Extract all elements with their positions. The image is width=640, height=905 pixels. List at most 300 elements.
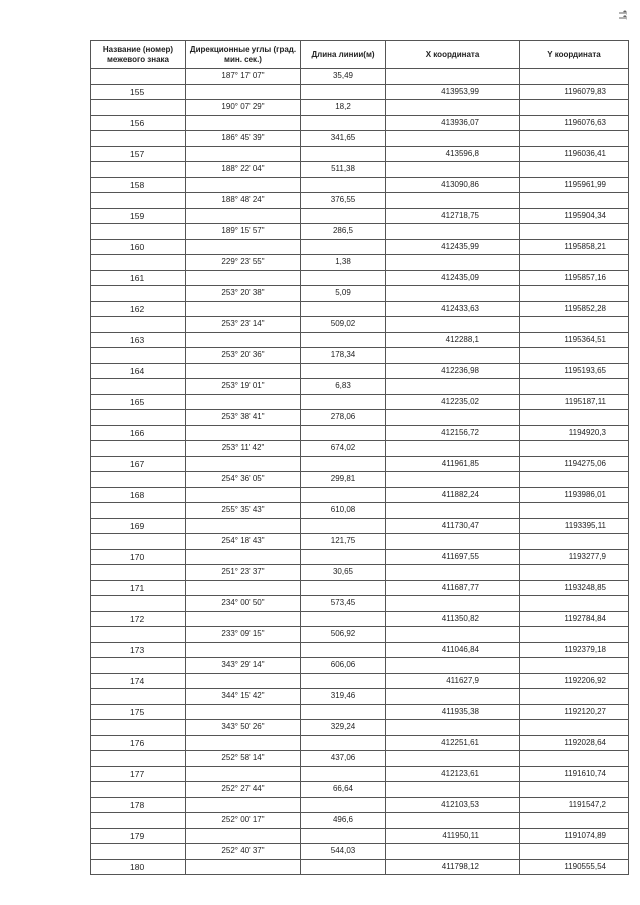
y-cell: [520, 782, 629, 798]
angle-cell: 343° 29' 14": [186, 658, 301, 674]
point-cell: [91, 844, 186, 860]
x-cell: 412433,63: [386, 301, 520, 317]
y-cell: [520, 503, 629, 519]
x-cell: [386, 69, 520, 85]
y-cell: [520, 317, 629, 333]
point-cell: 156: [91, 115, 186, 131]
point-cell: [91, 720, 186, 736]
x-cell: 413596,8: [386, 146, 520, 162]
point-row: [91, 239, 629, 255]
angle-cell: 253° 11' 42": [186, 441, 301, 457]
angle-cell: 253° 38' 41": [186, 410, 301, 426]
line-row: [91, 534, 629, 550]
line-row: [91, 720, 629, 736]
point-row: [91, 611, 629, 627]
x-cell: 413090,86: [386, 177, 520, 193]
y-cell: 1191074,89: [520, 828, 629, 844]
length-cell: [301, 549, 386, 565]
x-cell: [386, 782, 520, 798]
y-cell: 1196079,83: [520, 84, 629, 100]
y-cell: [520, 379, 629, 395]
line-row: [91, 689, 629, 705]
y-cell: 1192120,27: [520, 704, 629, 720]
length-cell: [301, 766, 386, 782]
angle-cell: 252° 40' 37": [186, 844, 301, 860]
point-row: [91, 673, 629, 689]
point-cell: 159: [91, 208, 186, 224]
length-cell: [301, 208, 386, 224]
line-row: [91, 69, 629, 85]
length-cell: 35,49: [301, 69, 386, 85]
x-cell: [386, 813, 520, 829]
y-cell: [520, 441, 629, 457]
point-row: [91, 549, 629, 565]
header-angle: Дирекционные углы (град. мин. сек.): [186, 41, 301, 69]
length-cell: [301, 146, 386, 162]
point-cell: 157: [91, 146, 186, 162]
length-cell: 329,24: [301, 720, 386, 736]
x-cell: [386, 100, 520, 116]
y-cell: 1191610,74: [520, 766, 629, 782]
point-cell: 158: [91, 177, 186, 193]
y-cell: 1193277,9: [520, 549, 629, 565]
x-cell: 412123,61: [386, 766, 520, 782]
angle-cell: 252° 00' 17": [186, 813, 301, 829]
y-cell: 1195364,51: [520, 332, 629, 348]
point-row: [91, 146, 629, 162]
length-cell: [301, 301, 386, 317]
point-cell: [91, 782, 186, 798]
length-cell: [301, 456, 386, 472]
x-cell: [386, 379, 520, 395]
point-cell: 176: [91, 735, 186, 751]
angle-cell: 189° 15' 57": [186, 224, 301, 240]
line-row: [91, 813, 629, 829]
length-cell: [301, 828, 386, 844]
angle-cell: [186, 580, 301, 596]
x-cell: 413936,07: [386, 115, 520, 131]
y-cell: 1195904,34: [520, 208, 629, 224]
line-row: [91, 224, 629, 240]
length-cell: 509,02: [301, 317, 386, 333]
angle-cell: 251° 23' 37": [186, 565, 301, 581]
line-row: [91, 782, 629, 798]
y-cell: [520, 813, 629, 829]
point-cell: [91, 534, 186, 550]
length-cell: 573,45: [301, 596, 386, 612]
y-cell: 1192379,18: [520, 642, 629, 658]
point-cell: 164: [91, 363, 186, 379]
point-cell: 178: [91, 797, 186, 813]
length-cell: 610,08: [301, 503, 386, 519]
point-row: [91, 84, 629, 100]
x-cell: [386, 348, 520, 364]
point-cell: 169: [91, 518, 186, 534]
point-row: [91, 301, 629, 317]
length-cell: 544,03: [301, 844, 386, 860]
angle-cell: 253° 20' 36": [186, 348, 301, 364]
point-row: [91, 766, 629, 782]
y-cell: 1192784,84: [520, 611, 629, 627]
y-cell: 1193248,85: [520, 580, 629, 596]
line-row: [91, 131, 629, 147]
header-point: Название (номер) межевого знака: [91, 41, 186, 69]
y-cell: 1193395,11: [520, 518, 629, 534]
angle-cell: 253° 20' 38": [186, 286, 301, 302]
angle-cell: 254° 18' 43": [186, 534, 301, 550]
x-cell: [386, 255, 520, 271]
y-cell: 1196076,63: [520, 115, 629, 131]
x-cell: [386, 410, 520, 426]
length-cell: [301, 611, 386, 627]
length-cell: 1,38: [301, 255, 386, 271]
x-cell: [386, 286, 520, 302]
line-row: [91, 410, 629, 426]
angle-cell: [186, 363, 301, 379]
x-cell: 412288,1: [386, 332, 520, 348]
length-cell: 496,6: [301, 813, 386, 829]
boundary-coordinates-table: [90, 40, 629, 875]
y-cell: 1191547,2: [520, 797, 629, 813]
point-row: [91, 208, 629, 224]
point-cell: 160: [91, 239, 186, 255]
angle-cell: [186, 425, 301, 441]
x-cell: 412251,61: [386, 735, 520, 751]
angle-cell: 344° 15' 42": [186, 689, 301, 705]
point-cell: [91, 317, 186, 333]
line-row: [91, 193, 629, 209]
angle-cell: [186, 115, 301, 131]
point-cell: [91, 813, 186, 829]
angle-cell: [186, 828, 301, 844]
angle-cell: [186, 766, 301, 782]
y-cell: 1190555,54: [520, 859, 629, 875]
point-cell: [91, 627, 186, 643]
point-row: [91, 177, 629, 193]
point-cell: 171: [91, 580, 186, 596]
point-row: [91, 394, 629, 410]
length-cell: [301, 115, 386, 131]
point-row: [91, 797, 629, 813]
y-cell: 1195852,28: [520, 301, 629, 317]
x-cell: 412103,53: [386, 797, 520, 813]
angle-cell: [186, 270, 301, 286]
point-cell: 155: [91, 84, 186, 100]
length-cell: 121,75: [301, 534, 386, 550]
y-cell: [520, 689, 629, 705]
line-row: [91, 751, 629, 767]
length-cell: 30,65: [301, 565, 386, 581]
angle-cell: [186, 456, 301, 472]
x-cell: 411950,11: [386, 828, 520, 844]
y-cell: [520, 844, 629, 860]
angle-cell: [186, 518, 301, 534]
x-cell: [386, 751, 520, 767]
x-cell: 411687,77: [386, 580, 520, 596]
x-cell: [386, 162, 520, 178]
line-row: [91, 379, 629, 395]
angle-cell: [186, 394, 301, 410]
point-cell: [91, 565, 186, 581]
point-cell: [91, 751, 186, 767]
angle-cell: 255° 35' 43": [186, 503, 301, 519]
x-cell: 412718,75: [386, 208, 520, 224]
y-cell: [520, 472, 629, 488]
line-row: [91, 348, 629, 364]
y-cell: [520, 131, 629, 147]
angle-cell: [186, 642, 301, 658]
x-cell: 411350,82: [386, 611, 520, 627]
point-cell: [91, 348, 186, 364]
y-cell: [520, 658, 629, 674]
y-cell: 1195961,99: [520, 177, 629, 193]
length-cell: [301, 518, 386, 534]
point-cell: [91, 162, 186, 178]
y-cell: [520, 410, 629, 426]
x-cell: [386, 224, 520, 240]
point-cell: [91, 379, 186, 395]
point-cell: [91, 472, 186, 488]
x-cell: [386, 689, 520, 705]
table-body: [91, 69, 629, 875]
x-cell: [386, 596, 520, 612]
x-cell: 412156,72: [386, 425, 520, 441]
x-cell: [386, 503, 520, 519]
length-cell: [301, 363, 386, 379]
y-cell: [520, 193, 629, 209]
y-cell: [520, 596, 629, 612]
point-cell: 172: [91, 611, 186, 627]
point-cell: 166: [91, 425, 186, 441]
length-cell: [301, 859, 386, 875]
angle-cell: 188° 48' 24": [186, 193, 301, 209]
angle-cell: [186, 673, 301, 689]
length-cell: [301, 394, 386, 410]
y-cell: 1194920,3: [520, 425, 629, 441]
y-cell: [520, 534, 629, 550]
angle-cell: 186° 45' 39": [186, 131, 301, 147]
point-row: [91, 735, 629, 751]
length-cell: [301, 487, 386, 503]
length-cell: 66,64: [301, 782, 386, 798]
line-row: [91, 286, 629, 302]
x-cell: [386, 193, 520, 209]
point-cell: [91, 224, 186, 240]
length-cell: [301, 270, 386, 286]
point-cell: [91, 596, 186, 612]
x-cell: [386, 720, 520, 736]
point-row: [91, 580, 629, 596]
point-cell: [91, 503, 186, 519]
point-cell: [91, 193, 186, 209]
y-cell: [520, 255, 629, 271]
angle-cell: 343° 50' 26": [186, 720, 301, 736]
y-cell: 1194275,06: [520, 456, 629, 472]
point-row: [91, 115, 629, 131]
x-cell: [386, 658, 520, 674]
point-row: [91, 332, 629, 348]
angle-cell: 188° 22' 04": [186, 162, 301, 178]
header-y: Y координата: [520, 41, 629, 69]
x-cell: 411627,9: [386, 673, 520, 689]
point-cell: [91, 255, 186, 271]
point-cell: [91, 69, 186, 85]
point-cell: [91, 689, 186, 705]
point-row: [91, 425, 629, 441]
corner-mark: ¶¶: [617, 10, 628, 20]
point-cell: 162: [91, 301, 186, 317]
line-row: [91, 255, 629, 271]
point-cell: [91, 100, 186, 116]
length-cell: [301, 425, 386, 441]
point-cell: 173: [91, 642, 186, 658]
y-cell: [520, 627, 629, 643]
x-cell: 411882,24: [386, 487, 520, 503]
length-cell: [301, 642, 386, 658]
x-cell: 412236,98: [386, 363, 520, 379]
point-cell: 174: [91, 673, 186, 689]
angle-cell: [186, 487, 301, 503]
angle-cell: 229° 23' 55": [186, 255, 301, 271]
angle-cell: [186, 208, 301, 224]
angle-cell: [186, 704, 301, 720]
x-cell: [386, 565, 520, 581]
x-cell: [386, 534, 520, 550]
y-cell: 1195193,65: [520, 363, 629, 379]
x-cell: 411798,12: [386, 859, 520, 875]
point-row: [91, 487, 629, 503]
point-cell: [91, 658, 186, 674]
x-cell: 412235,02: [386, 394, 520, 410]
point-cell: 179: [91, 828, 186, 844]
y-cell: 1195187,11: [520, 394, 629, 410]
y-cell: 1192206,92: [520, 673, 629, 689]
line-row: [91, 844, 629, 860]
length-cell: [301, 704, 386, 720]
point-cell: 168: [91, 487, 186, 503]
point-cell: [91, 441, 186, 457]
length-cell: 178,34: [301, 348, 386, 364]
y-cell: [520, 100, 629, 116]
point-cell: 163: [91, 332, 186, 348]
angle-cell: [186, 84, 301, 100]
line-row: [91, 162, 629, 178]
y-cell: 1192028,64: [520, 735, 629, 751]
point-row: [91, 518, 629, 534]
x-cell: [386, 131, 520, 147]
point-row: [91, 456, 629, 472]
x-cell: [386, 627, 520, 643]
y-cell: [520, 162, 629, 178]
x-cell: [386, 472, 520, 488]
line-row: [91, 472, 629, 488]
point-row: [91, 642, 629, 658]
length-cell: 506,92: [301, 627, 386, 643]
x-cell: 411697,55: [386, 549, 520, 565]
angle-cell: 253° 23' 14": [186, 317, 301, 333]
angle-cell: [186, 332, 301, 348]
length-cell: 437,06: [301, 751, 386, 767]
angle-cell: 252° 58' 14": [186, 751, 301, 767]
point-cell: 161: [91, 270, 186, 286]
line-row: [91, 596, 629, 612]
line-row: [91, 503, 629, 519]
y-cell: [520, 69, 629, 85]
angle-cell: [186, 735, 301, 751]
point-row: [91, 704, 629, 720]
y-cell: [520, 565, 629, 581]
length-cell: 278,06: [301, 410, 386, 426]
angle-cell: [186, 549, 301, 565]
length-cell: 319,46: [301, 689, 386, 705]
x-cell: 411961,85: [386, 456, 520, 472]
angle-cell: 254° 36' 05": [186, 472, 301, 488]
line-row: [91, 317, 629, 333]
x-cell: 411046,84: [386, 642, 520, 658]
line-row: [91, 658, 629, 674]
point-cell: [91, 131, 186, 147]
x-cell: [386, 441, 520, 457]
y-cell: [520, 348, 629, 364]
x-cell: 411730,47: [386, 518, 520, 534]
x-cell: [386, 317, 520, 333]
length-cell: 6,83: [301, 379, 386, 395]
point-cell: [91, 410, 186, 426]
length-cell: 511,38: [301, 162, 386, 178]
angle-cell: [186, 859, 301, 875]
point-row: [91, 363, 629, 379]
angle-cell: [186, 611, 301, 627]
x-cell: 412435,99: [386, 239, 520, 255]
length-cell: 5,09: [301, 286, 386, 302]
angle-cell: 253° 19' 01": [186, 379, 301, 395]
line-row: [91, 627, 629, 643]
point-row: [91, 859, 629, 875]
angle-cell: 252° 27' 44": [186, 782, 301, 798]
line-row: [91, 441, 629, 457]
x-cell: 413953,99: [386, 84, 520, 100]
point-cell: 177: [91, 766, 186, 782]
point-row: [91, 270, 629, 286]
angle-cell: [186, 797, 301, 813]
line-row: [91, 100, 629, 116]
length-cell: 299,81: [301, 472, 386, 488]
length-cell: 286,5: [301, 224, 386, 240]
length-cell: [301, 84, 386, 100]
point-cell: 180: [91, 859, 186, 875]
line-row: [91, 565, 629, 581]
y-cell: [520, 286, 629, 302]
length-cell: 674,02: [301, 441, 386, 457]
length-cell: [301, 735, 386, 751]
angle-cell: [186, 239, 301, 255]
length-cell: [301, 797, 386, 813]
point-cell: 170: [91, 549, 186, 565]
length-cell: [301, 580, 386, 596]
y-cell: 1193986,01: [520, 487, 629, 503]
table-header-row: [91, 41, 629, 69]
header-x: X координата: [386, 41, 520, 69]
y-cell: 1196036,41: [520, 146, 629, 162]
length-cell: 18,2: [301, 100, 386, 116]
length-cell: 376,55: [301, 193, 386, 209]
x-cell: 412435,09: [386, 270, 520, 286]
y-cell: 1195857,16: [520, 270, 629, 286]
point-row: [91, 828, 629, 844]
length-cell: [301, 239, 386, 255]
angle-cell: 187° 17' 07": [186, 69, 301, 85]
length-cell: 606,06: [301, 658, 386, 674]
